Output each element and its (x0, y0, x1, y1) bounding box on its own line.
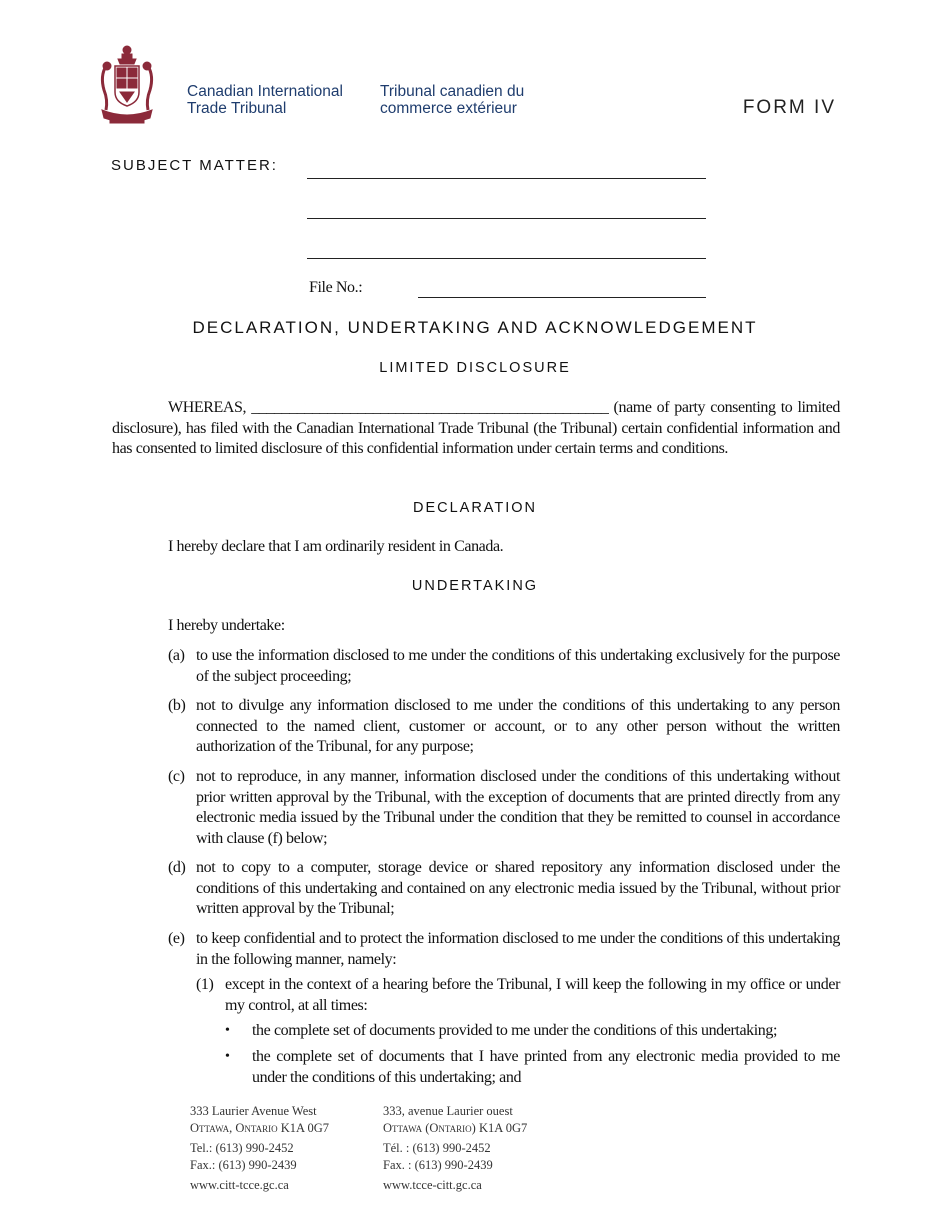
footer-address-line-2: Ottawa (Ontario) K1A 0G7 (383, 1120, 528, 1135)
item-marker: (d) (168, 859, 186, 876)
organization-name-french (380, 83, 524, 117)
undertaking-item-d (168, 858, 840, 920)
org-en-line-2: Trade Tribunal (187, 100, 287, 117)
declaration-heading: DECLARATION (412, 500, 538, 516)
subject-matter-label: SUBJECT MATTER: (111, 157, 278, 174)
subject-matter-line-3[interactable] (307, 258, 706, 259)
footer-contact-english (190, 1103, 329, 1194)
subitem-marker: (1) (196, 976, 214, 993)
bullet-text: the complete set of documents that I have printed from any electronic media provided to me under the conditions of this undertaking; and (252, 1048, 840, 1086)
subject-matter-line-2[interactable] (307, 218, 706, 219)
undertaking-intro: I hereby undertake: (168, 617, 285, 634)
undertaking-item-b (168, 696, 840, 758)
footer-telephone: Tel.: (613) 990-2452 (190, 1141, 294, 1155)
item-marker: (b) (168, 697, 186, 714)
footer-address-line-1: 333, avenue Laurier ouest (383, 1104, 513, 1118)
footer-contact-french (383, 1103, 527, 1194)
footer-address-line-2: Ottawa, Ontario K1A 0G7 (190, 1120, 330, 1135)
item-marker: (e) (168, 930, 185, 947)
undertaking-heading: UNDERTAKING (411, 578, 539, 594)
footer-website-link[interactable]: www.tcce-citt.gc.ca (383, 1178, 482, 1192)
item-marker: (a) (168, 647, 185, 664)
file-number-label: File No.: (309, 279, 363, 296)
subject-matter-line-1[interactable] (307, 178, 706, 179)
document-subtitle: LIMITED DISCLOSURE (379, 360, 571, 376)
organization-name-english (187, 83, 343, 117)
bullet-icon: • (225, 1049, 230, 1064)
undertaking-item-a (168, 646, 840, 687)
footer-address-line-1: 333 Laurier Avenue West (190, 1104, 317, 1118)
bullet-icon: • (225, 1023, 230, 1038)
subitem-text: except in the context of a hearing before the Tribunal, I will keep the following in my office or under my control, at all times: (225, 976, 840, 1014)
form-number: FORM IV (742, 97, 836, 118)
file-number-line[interactable] (418, 297, 706, 298)
item-text: not to divulge any information disclosed to me under the conditions of this undertaking to any person connected to the named client, customer or account, or to any other person without the written authorization of the Tribunal, for any purpose; (196, 697, 840, 755)
item-text: to keep confidential and to protect the information disclosed to me under the conditions of this undertaking in the following manner, namely: (196, 930, 840, 968)
org-en-line-1: Canadian International (187, 83, 343, 100)
item-text: not to copy to a computer, storage device or shared repository any information disclosed under the conditions of this undertaking and contained on any electronic media issued by the Tribunal, without prior written approval by the Tribunal; (196, 859, 840, 917)
footer-fax: Fax.: (613) 990-2439 (190, 1157, 297, 1172)
item-marker: (c) (168, 768, 185, 785)
item-text: to use the information disclosed to me under the conditions of this undertaking exclusively for the purpose of the subject proceeding; (196, 647, 840, 685)
org-fr-line-1: Tribunal canadien du (380, 83, 525, 100)
coat-of-arms-icon (98, 44, 156, 126)
undertaking-item-c (168, 767, 840, 849)
undertaking-bullet-1 (225, 1021, 840, 1042)
footer-telephone: Tél. : (613) 990-2452 (383, 1141, 491, 1155)
footer-website-link[interactable]: www.citt-tcce.gc.ca (190, 1178, 289, 1192)
undertaking-subitem-1 (196, 975, 840, 1016)
document-title: DECLARATION, UNDERTAKING AND ACKNOWLEDGEMENT (192, 318, 758, 337)
item-text: not to reproduce, in any manner, information disclosed under the conditions of this undertaking without prior written approval by the Tribunal, with the exception of documents that are printed directly from any electronic media issued by the Tribunal under the condition that they be remitted to counsel in accordance with clause (f) below; (196, 768, 840, 847)
declaration-text: I hereby declare that I am ordinarily resident in Canada. (168, 538, 504, 555)
org-fr-line-2: commerce extérieur (380, 100, 517, 117)
undertaking-item-e (168, 929, 840, 970)
whereas-paragraph: WHEREAS, _______________________________________________ (name of party consenting to limited disclosure), has filed with the Canadian International Trade Tribunal (the Tribunal) certain confidential information and has consented to limited disclosure of this confidential information under certain terms and conditions. (112, 399, 840, 457)
footer-fax: Fax. : (613) 990-2439 (383, 1157, 493, 1172)
bullet-text: the complete set of documents provided to me under the conditions of this undertaking; (252, 1022, 778, 1039)
undertaking-bullet-2 (225, 1047, 840, 1088)
